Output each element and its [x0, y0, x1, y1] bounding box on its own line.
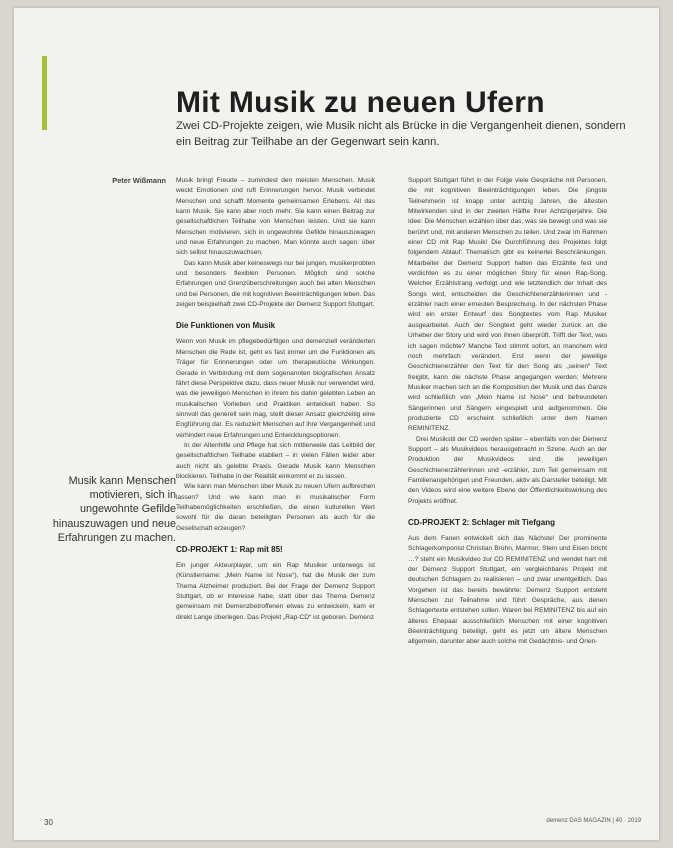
article-title: Mit Musik zu neuen Ufern [176, 86, 545, 120]
text-column-left [176, 176, 375, 842]
paragraph: Das kann Musik aber keineswegs nur bei jungen, musikerprobten und besonders flexiblen Personen. Möglich sind solche Erfahrungen und Grenzüberschreitungen auch bei alten Menschen und bei Personen, die mit kognitiven Beeinträchtigungen leben. Das zeigen beispielhaft zwei CD-Projekte der Demenz Support Stuttgart. [176, 259, 375, 309]
paragraph: In der Altenhilfe und Pflege hat sich mittlerweile das Leitbild der gesellschaftlichen Teilhabe etabliert – in vielen Fällen leider aber auch nicht als gelebte Praxis. Gerade Musik kann Menschen blockieren. Teilhabe in der Realität einkommt er zu lassen. [176, 441, 375, 480]
section-heading: CD-PROJEKT 2: Schlager mit Tiefgang [408, 518, 555, 527]
section-heading: Die Funktionen von Musik [176, 321, 276, 331]
text-column-right [408, 176, 607, 820]
magazine-page [14, 8, 659, 840]
paragraph: Wie kann man Menschen über Musik zu neuen Ufern aufbrechen lassen? Und wie kann man in musikalischer Form Teilhabemöglichkeiten erschließen, die einen kulturellen Wert sowohl für die daran beteiligten Personen als auch für die Gesellschaft erzeugen? [176, 483, 375, 532]
author-name: Peter Wißmann [112, 176, 166, 185]
magazine-footer: demenz DAS MAGAZIN | 40 · 2019 [546, 818, 641, 824]
article-subtitle: Zwei CD-Projekte zeigen, wie Musik nicht als Brücke in die Vergangenheit dienen, sondern ein Beitrag zur Teilhabe an der Gegenwart sein kann. [176, 120, 626, 148]
paragraph: Ein junger Akteurplayer, um ein Rap Musiker unterwegs ist (Künstlername: „Mein Name ist Nose“), hat die Musik der zum Thema Alzheimer produziert. Bei der Frage der Demenz Support Stuttgart, ob er Interesse habe, statt über das Thema Demenz gemeinsam mit Demenzbetroffenen etwas zu entwickeln, kam er direkt Lange überlegen. Das Projekt „Rap-CD“ ist geboren. Demenz [176, 562, 375, 621]
paragraph: Support Stuttgart führt in der Folge viele Gespräche mit Personen, die mit kognitiven Beeinträchtigungen leben. Die jüngste Teilnehmerin ist knapp unter achtzig Jahren, die ältesten Mitwirkenden sind in der zweiten Hälfte ihrer Achtzigerjahre. Die Idee: Die Menschen erzählen über das, was sie bewegt und was sie berührt und, mit anderen Menschen zu teilen. Und zwar im Rahmen einer CD mit Rap Musik! Die Durchführung des Projektes folgt folgendem Ablauf: Thematisch gibt es keinerlei Beschränkungen. Mitarbeiter der Demenz Support halten das Erzählte fest und verdichten es zu einer möglichen Story für einen Rap-Song. Welcher Erzählstrang verfolgt und wie letztendlich der Inhalt des Songs wird, entscheiden die Geschichtenerzählerinnen und -erzähler nach einer erneuten Besprechung. In der nächsten Phase wird ein erster Entwurf des Songtextes vom Rap Musiker ausgearbeitet. Auch der Songtext geht wieder zurück an die Urheber der Story und wird von ihnen überprüft. Trifft der Text, was ich sagen möchte? Manche Text stimmt sofort, an manchem wird noch mehrfach verändert. Erst wenn der jeweilige Geschichtenerzähler den Text für den Song als „seinen“ Text freigibt, kann die nächste Phase angegangen werden: Mehrere Musiker machen sich an die Komposition der Musik und das Ganze wird schließlich von „Mein Name ist Nose“ und befreundeten Sängerinnen und Sängern eingespielt und aufgenommen. Die produzierte CD erscheint schließlich unter dem Namen REMINITENZ. [408, 177, 607, 433]
accent-bar [42, 56, 47, 130]
paragraph: Wenn von Musik im pflegebedürftigen und demenziell veränderten Menschen die Rede ist, geht es fast immer um die Funktionen als Träger für Erinnerungen oder um therapeutische Wirkungen. Gerade in Verbindung mit dem sogenannten biografischen Ansatz fährt diese Perspektive dazu, dass neuer Musik nur verwendet wird, was die jeweiligen Menschen in ihrem bis dahin gelebten Leben an musikalischen Vorlieben und Praktiken entwickelt haben. So sinnvoll das generell sein mag, stellt dieser Ansatz gleichzeitig eine Engführung dar. Es reduziert Menschen auf ihre Vergangenheit und verhindert neue Erfahrungen und Entwicklungsoptionen. [176, 338, 375, 439]
pull-quote: Musik kann Menschen motivieren, sich in ungewohnte Gefilde hinauszuwagen und neue Erfahrungen zu machen. [52, 475, 176, 544]
page-number: 30 [44, 818, 53, 827]
paragraph: Drei Musikstil der CD werden später – ebenfalls von der Demenz Support – als Musikvideos herausgebracht in Szene. Auch an der Produktion der Musikvideos sind die jeweiligen Geschichtenerzählerinnen und -erzähler, zum Teil gemeinsam mit Familienangehörigen und Freunden, aktiv als Darsteller beteiligt. Mit den Videos wird eine weitere Ebene der Öffentlichkeitswirkung des Projekts eröffnet. [408, 435, 607, 505]
paragraph: Aus dem Fanen entwickelt sich das Nächste! Der prominente Schlagerkomponist Christian Bruhn, Marmor, Stein und Eisen bricht …? steht ein Musikvideo zur CD REMINITENZ und wendet hart mit der Demenz Support Stuttgart, ein vergleichbares Projekt mit deutschen Schlagern zu realisieren – und zwar unentgeltlich. Das Vorgehen ist das bereits bewährte: Demenz Support entsteht Menschen zur Teilnahme und führt Gespräche, aus denen Schlagertexte entstehen sollen. Waren bei REMINITENZ bis auf ein älteres Ehepaar ausschließlich Menschen mit einer kognitiven Beeinträchtigung beteiligt, geht es jetzt um ältere Menschen allgemein, darunter aber auch solche mit Gedächtnis- und Orien- [408, 535, 607, 646]
section-heading: CD-PROJEKT 1: Rap mit 85! [176, 545, 283, 554]
paragraph: Musik bringt Freude – zumindest den meisten Menschen. Musik weckt Emotionen und ruft Erinnerungen hervor. Musik verbindet Menschen und schafft Momente gemeinsamen Erlebens. All das kann Musik. Sie kann aber noch mehr. Sie kann einen Beitrag zur gesellschaftlichen Teilhabe von Menschen leisten. Und sie kann Menschen motivieren, sich in ungewohnte Gefilde hinauszuwagen und neue Erfahrungen zu machen. Man könnte auch sagen: über sich selbst hinauszuwachsen. [176, 177, 375, 257]
